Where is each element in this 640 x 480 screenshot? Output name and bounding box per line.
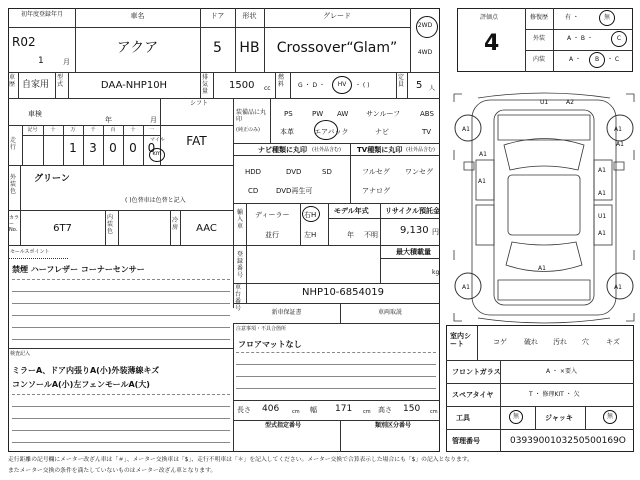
fuel-options: G ・ D ・ [298,82,325,89]
interior-color-label: 内装色 [107,214,114,235]
mark-a1-rr-wheel: A1 [614,284,622,291]
tv-title: TV種類に丸印 [357,146,403,154]
jack-value: 無 [606,413,613,420]
displacement-value: 1500 [229,80,255,91]
front-glass-label: フロントガラス [452,368,501,376]
grade-value: Crossover“Glam” [276,40,398,56]
car-name-label: 車名 [130,12,145,20]
inspection-label: 車検 [28,110,42,118]
vehicle-history-label: 車歴 [9,74,16,88]
color-no-value: 6T7 [53,223,72,234]
cooler-value: AAC [196,223,217,234]
mark-u1-right-rear: U1 [598,213,607,220]
color-no-label: カラーNo. [9,215,20,233]
mileage-digit-3: 0 [109,141,117,155]
footer-note-2: またメーター交換の条件を満たしていないものはメーター改ざん車となります。 [8,468,217,474]
sales-point-text: 禁煙 ハーフレザー コーナーセンサー [12,265,145,274]
nav-cd: CD [248,187,259,195]
import-parallel: 並行 [265,231,279,239]
repair-options: 有 ・ [565,14,579,21]
nav-title: ナビ種類に丸印 [258,146,307,154]
seat-burn: コゲ [493,338,507,346]
door-label: ドア [210,12,225,20]
displacement-label: 排気量 [202,74,209,95]
equipment-subtitle: (純正のみ) [236,127,260,133]
nav-hdd: HDD [245,168,262,176]
import-dealer: ディーラー [255,211,290,219]
km-label: km [152,150,162,157]
inspector-ruled-lines [12,394,230,449]
width-label: 幅 [310,406,317,414]
nav-dvd-play: DVD再生可 [276,187,313,195]
mark-a1-fl-wheel: A1 [462,126,470,133]
capacity-label: 定員 [398,74,405,88]
tv-analog: アナログ [362,187,390,195]
model-value: DAA-NHP10H [100,80,168,91]
first-reg-month: 1 [38,56,44,66]
repair-label: 修復歴 [529,14,548,21]
height-value: 150 [403,404,421,414]
first-reg-label: 初年度登録年月 [20,11,63,18]
int-tail: ・ C [607,56,620,63]
mark-a1-right-door: A1 [598,190,606,197]
sales-point-label: セールスポイント [10,249,50,255]
door-value: 5 [213,40,222,56]
capacity-value: 5 [416,80,423,91]
spare-tire-label: スペアタイヤ [452,391,494,399]
length-label: 長さ [237,406,251,414]
score-value: 4 [484,31,500,56]
recycle-value: 9,130 [400,225,429,236]
mgmt-label: 管理番号 [452,437,480,445]
mileage-label: 走行 [10,137,17,151]
fuel-label: 燃料 [278,74,285,88]
model-year-value: 不明 [364,231,378,239]
inspector-line-2: コンソールA(小)左フェンモールA(大) [12,380,150,389]
type-cert-label: 型式指定番号 [265,422,302,429]
nav-sd: SD [322,168,332,176]
mgmt-value: 0393900103250500169O [510,436,626,446]
caution-label: 注意事項・不具合箇所 [236,326,287,332]
fuel-selected: HV [337,81,347,88]
tools-label: 工具 [456,414,470,422]
ext-selected: C [616,35,622,42]
model-year-label: モデル年式 [334,207,369,215]
mark-a1-rl-wheel: A1 [462,284,470,291]
equip-leather: 本革 [280,128,294,136]
mark-a1-right-fender: A1 [616,141,624,148]
mark-a1-left-fender: A1 [479,151,487,158]
mileage-digit-4: 0 [129,141,137,155]
equip-navi: ナビ [375,128,389,136]
recycle-label: リサイクル預託金 [385,207,441,215]
height-label: 高さ [378,406,392,414]
int-options: A ・ [569,56,582,63]
jack-label: ジャッキ [545,414,573,422]
caution-ruled-lines [236,352,436,398]
mileage-unit-100: 百 [110,127,116,133]
chassis-value: NHP10-6854019 [302,287,384,298]
nav-dvd: DVD [286,168,302,176]
fuel-tail: ・ ( ) [355,82,370,89]
mark-a1-right-front: A1 [598,167,606,174]
mileage-unit-1: 一 [148,127,154,133]
equip-airbag: エアバック [314,128,349,136]
mileage-digit-5: 0 [147,141,156,155]
int-selected: B [594,56,600,63]
int-label: 内装 [532,56,545,63]
seat-scratch: キズ [606,338,620,346]
caution-text: フロアマットなし [238,340,302,349]
sales-ruled-lines [12,279,230,345]
mark-u1-front: U1 [540,99,549,106]
length-unit: cm [292,409,300,415]
shape-label: 形状 [242,12,257,20]
mileage-unit-100k: 十 [50,127,56,133]
import-right-h: 右H [304,211,317,219]
new-car-warranty: 新車保証書 [271,309,302,316]
ext-label: 外装 [532,35,545,42]
exterior-note: ( )色替車は色替と記入 [125,197,186,204]
mark-a1-fr-wheel: A1 [614,126,622,133]
tv-oneseg: ワンセグ [405,168,433,176]
class-label: 類別区分番号 [375,422,412,429]
import-left-h: 左H [304,231,317,239]
equip-sunroof: サンルーフ [366,110,401,118]
mileage-unit-10k: 万 [70,127,76,133]
car-damage-diagram [448,90,640,325]
tv-note: (社外品含む) [406,147,435,153]
equip-tv: TV [422,128,432,136]
repair-selected: 無 [603,14,610,21]
chassis-label: 車台番号 [235,284,242,312]
length-value: 406 [262,404,280,414]
exterior-label: 外装色 [10,174,17,195]
inspection-month: 月 [150,116,157,124]
capacity-unit: 人 [429,85,436,92]
mile-label: マイル [150,137,165,143]
mileage-digit-2: 3 [89,141,97,155]
equip-aw: AW [337,110,349,118]
mileage-unit-1k: 千 [90,127,96,133]
cooler-label: 冷房 [172,217,179,231]
mark-a1-rear: A1 [538,265,546,272]
footer-note-1: 走行距離の記号欄にメーター改ざん車は「＃」、メーター交換車は「$」、走行不明車は「＊」を記入してください。メーター交換で合算表示した場合にも「$」の記入となります。 [8,457,473,463]
reg-no-label: 登録番号 [237,251,244,279]
shape-value: HB [239,40,260,56]
equip-pw: PW [312,110,324,118]
seat-tear: 破れ [524,338,538,346]
height-unit: cm [430,409,438,415]
equipment-title: 装備品に丸印 [236,109,267,123]
inspection-year: 年 [105,116,112,124]
ext-options: A ・ B ・ [567,35,593,42]
month-unit: 月 [63,58,70,66]
exterior-value: グリーン [34,174,70,184]
front-glass-value: A ・ ×要入 [546,368,577,375]
vehicle-history-value: 自家用 [22,80,50,90]
equip-abs: ABS [420,110,434,118]
seat-label: 室内シート [450,332,471,349]
max-load-unit: kg [432,269,440,276]
shift-value: FAT [186,134,207,148]
mileage-unit-sign: 記号 [27,127,38,133]
width-unit: cm [363,409,371,415]
model-label: 型式 [57,74,64,88]
spare-tire-value: T ・ 修理KIT ・ 欠 [529,391,580,398]
import-label: 輸入車 [237,209,244,230]
drive-2wd: 2WD [417,22,433,29]
inspector-line-1: ミラーA、ドア内張りA(小)外装薄線キズ [12,366,160,375]
seat-hole: 穴 [582,338,589,346]
car-name-value: アクア [116,40,159,56]
vehicle-manual: 車両取説 [377,309,402,316]
grade-label: グレード [323,12,351,20]
tv-fullseg: フルセグ [362,168,390,176]
mark-a1-left-door: A1 [478,178,486,185]
score-label: 評価点 [480,14,499,21]
displacement-unit: cc [264,85,271,92]
recycle-unit: 円 [432,228,439,236]
model-year-year: 年 [347,231,354,239]
mileage-digit-1: 1 [69,141,77,155]
max-load-label: 最大積載量 [396,248,431,256]
seat-dirt: 汚れ [553,338,567,346]
nav-note: (社外品含む) [312,147,341,153]
shift-label: シフト [190,100,209,107]
mark-a1-right-quarter: A1 [598,230,606,237]
mark-a2-front: A2 [566,99,574,106]
inspector-label: 検査記入 [10,351,31,357]
drive-4wd: 4WD [417,49,433,56]
tools-value: 無 [512,413,519,420]
mileage-unit-10: 十 [130,127,136,133]
equip-ps: PS [284,110,293,118]
first-reg-year: R02 [12,35,36,49]
width-value: 171 [335,404,353,414]
